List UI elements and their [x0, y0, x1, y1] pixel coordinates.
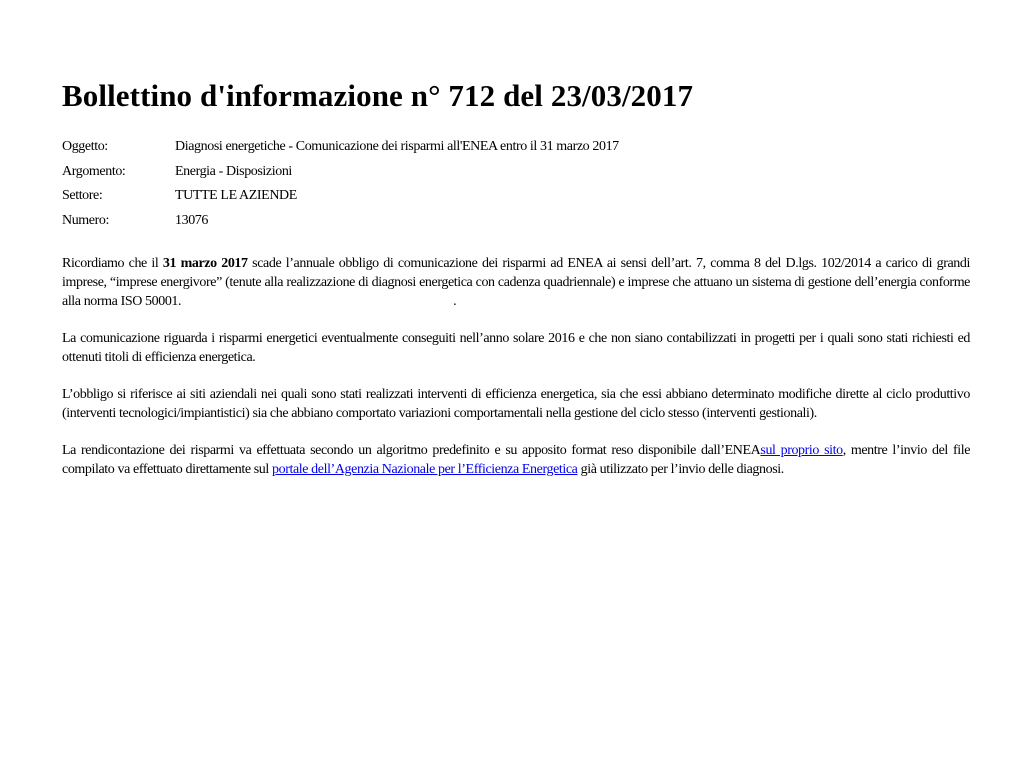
meta-label: Argomento:: [62, 163, 126, 179]
paragraph-text: , mentre l’invio del file compilato va effettuato direttamente sul: [62, 443, 971, 477]
metadata-table: [62, 135, 970, 233]
meta-row-oggetto: [62, 135, 970, 160]
paragraph-reporting: [62, 441, 970, 479]
meta-row-numero: [62, 209, 970, 234]
paragraph-text: La rendicontazione dei risparmi va effettuata secondo un algoritmo predefinito e su apposito format reso disponibile dall’ENEA: [62, 443, 761, 458]
paragraph-text: scade l’annuale obbligo di comunicazione dei risparmi ad ENEA ai sensi dell’art. 7, comma 8 del D.lgs. 102/2014 a carico di grandi imprese, “imprese energivore” (tenute alla realizzazione di diagnosi energetica con cadenza quadriennale) e imprese che attuano un sistema di gestione dell’energia conforme alla norma ISO 50001.: [62, 256, 970, 309]
meta-value: Diagnosi energetiche - Comunicazione dei risparmi all'ENEA entro il 31 marzo 2017: [175, 139, 619, 154]
stray-dot: .: [453, 294, 457, 309]
bulletin-body: [62, 254, 970, 479]
paragraph-text: Ricordiamo che il: [62, 256, 163, 271]
deadline-date: 31 marzo 2017: [162, 256, 248, 271]
bulletin-document: [62, 78, 970, 497]
meta-label: Settore:: [62, 188, 103, 203]
meta-value: 13076: [175, 212, 209, 228]
paragraph-deadline: [62, 254, 970, 311]
paragraph-scope: La comunicazione riguarda i risparmi energetici eventualmente conseguiti nell’anno solare 2016 e che non siano contabilizzati in progetti per i quali sono stati richiesti ed ottenuti titoli di efficienza energetica.: [62, 331, 970, 365]
enea-portal-link[interactable]: portale dell’Agenzia Nazionale per l’Efficienza Energetica: [272, 462, 578, 477]
meta-row-argomento: [62, 160, 970, 185]
meta-value: Energia - Disposizioni: [175, 163, 292, 179]
enea-site-link[interactable]: sul proprio sito: [760, 443, 843, 458]
meta-label: Oggetto:: [62, 139, 108, 154]
meta-value: TUTTE LE AZIENDE: [175, 188, 297, 203]
page-title: Bollettino d'informazione n° 712 del 23/03/2017: [62, 78, 694, 113]
paragraph-sites: L’obbligo si riferisce ai siti aziendali nei quali sono stati realizzati interventi di efficienza energetica, sia che essi abbiano determinato modifiche dirette al ciclo produttivo (interventi tecnologici/impiantistici) sia che abbiano comportato variazioni comportamentali nella gestione del ciclo stesso (interventi gestionali).: [62, 387, 970, 421]
meta-row-settore: [62, 184, 970, 209]
paragraph-text: già utilizzato per l’invio delle diagnosi.: [577, 462, 784, 477]
meta-label: Numero:: [62, 212, 109, 228]
